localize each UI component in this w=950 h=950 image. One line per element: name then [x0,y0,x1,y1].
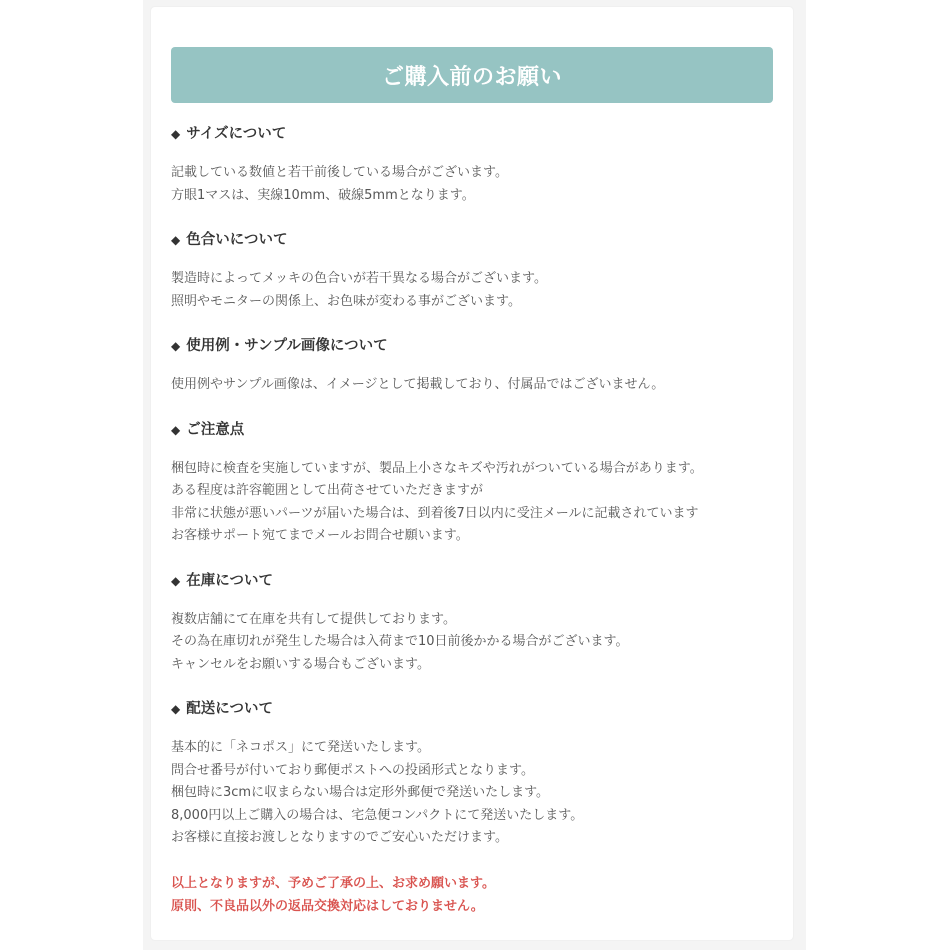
notice-card [151,7,793,940]
notice-line: 以上となりますが、予めご了承の上、お求め願います。 [171,875,495,891]
section [171,229,773,313]
section-heading-text: サイズについて [186,126,287,142]
page-title: ご購入前のお願い [381,64,562,90]
section-text-line: お客様に直接お渡しとなりますのでご安心いただけます。 [171,830,508,845]
diamond-icon: ◆ [171,422,181,437]
diamond-icon: ◆ [171,573,181,588]
section-heading [171,335,773,357]
section-text-line: 照明やモニターの関係上、お色味が変わる事がございます。 [171,293,521,309]
section-heading-text: ご注意点 [186,421,245,438]
section-heading-text: 使用例・サンプル画像について [186,338,388,354]
section-heading [171,698,773,720]
section-text-line: 梱包時に3cmに収まらない場合は定形外郵便で発送いたします。 [171,785,550,800]
section-text-line: その為在庫切れが発生した場合は入荷まで10日前後かかる場合がございます。 [171,634,629,649]
section-heading [171,229,773,251]
content [171,123,773,918]
section-heading [171,123,773,145]
section-heading-text: 在庫について [186,572,273,589]
diamond-icon: ◆ [171,339,181,353]
section-heading [171,570,773,592]
section-text-line: 複数店舗にて在庫を共有して提供しております。 [171,611,456,627]
notice-block [171,872,773,918]
diamond-icon: ◆ [171,702,181,716]
section-text-line: 記載している数値と若干前後している場合がございます。 [171,165,508,180]
section-heading-text: 配送について [186,701,273,717]
section-text-line: ある程度は許容範囲として出荷させていただきますが [171,483,484,498]
section-text-line: お客様サポート宛てまでメールお問合せ願います。 [171,528,469,543]
section-text-line: 使用例やサンプル画像は、イメージとして掲載しており、付属品ではございません。 [171,377,665,392]
section-heading-text: 色合いについて [186,232,288,248]
section [171,335,773,397]
section-heading [171,419,773,441]
section-text-line: 方眼1マスは、実線10mm、破線5mmとなります。 [171,187,475,203]
page-title-banner [171,47,773,103]
section-text-line: 製造時によってメッキの色合いが若干異なる場合がございます。 [171,271,547,286]
section-text-line: キャンセルをお願いする場合もございます。 [171,656,430,672]
section-text-line: 非常に状態が悪いパーツが届いた場合は、到着後7日以内に受注メールに記載されています [171,505,699,521]
section [171,698,773,850]
section [171,123,773,207]
diamond-icon: ◆ [171,127,181,141]
diamond-icon: ◆ [171,233,181,247]
section-text-line: 基本的に「ネコポス」にて発送いたします。 [171,740,430,755]
section [171,419,773,548]
notice-line: 原則、不良品以外の返品交換対応はしておりません。 [171,898,484,914]
section-text-line: 8,000円以上ご購入の場合は、宅急便コンパクトにて発送いたします。 [171,807,584,823]
section [171,570,773,677]
section-text-line: 問合せ番号が付いており郵便ポストへの投函形式となります。 [171,762,534,778]
section-text-line: 梱包時に検査を実施していますが、製品上小さなキズや汚れがついている場合があります。 [171,460,703,476]
